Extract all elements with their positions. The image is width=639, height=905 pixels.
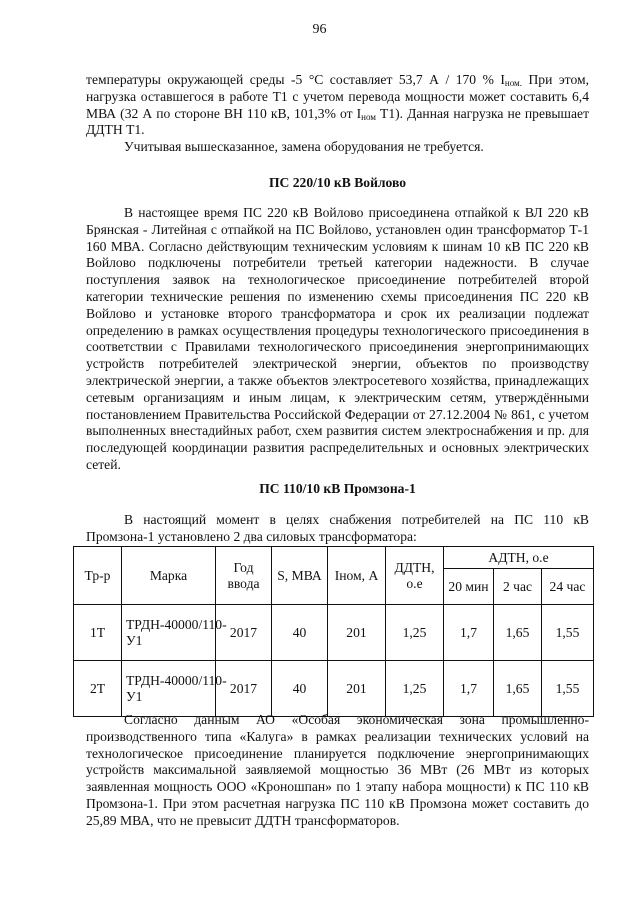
transformer-table <box>73 546 594 717</box>
cell-inom: 201 <box>328 605 386 661</box>
cell-24h: 1,55 <box>542 605 594 661</box>
cell-s: 40 <box>272 661 328 717</box>
header-2h: 2 час <box>494 569 542 605</box>
section-heading-promzona: ПС 110/10 кВ Промзона-1 <box>259 481 416 496</box>
cell-marka: ТРДН-40000/110-У1 <box>122 661 216 717</box>
paragraph-1 <box>86 72 589 139</box>
header-ddtn: ДДТН, о.е <box>386 547 444 605</box>
cell-20min: 1,7 <box>444 661 494 717</box>
cell-2h: 1,65 <box>494 661 542 717</box>
cell-24h: 1,55 <box>542 661 594 717</box>
header-tr: Тр-р <box>74 547 122 605</box>
cell-inom: 201 <box>328 661 386 717</box>
paragraph-4: В настоящий момент в целях снабжения потребителей на ПС 110 кВ Промзона-1 установлено 2 два силовых трансформатора: <box>86 512 589 544</box>
header-24h: 24 час <box>542 569 594 605</box>
table-row <box>74 661 594 717</box>
cell-20min: 1,7 <box>444 605 494 661</box>
section-heading-voilovo: ПС 220/10 кВ Войлово <box>268 175 407 190</box>
transformer-table-wrap <box>73 546 593 717</box>
cell-tr: 2Т <box>74 661 122 717</box>
table-row <box>74 605 594 661</box>
page-number: 96 <box>312 22 327 37</box>
cell-s: 40 <box>272 605 328 661</box>
cell-marka: ТРДН-40000/110-У1 <box>122 605 216 661</box>
header-marka: Марка <box>122 547 216 605</box>
cell-ddtn: 1,25 <box>386 661 444 717</box>
header-inom: Iном, А <box>328 547 386 605</box>
cell-god: 2017 <box>216 605 272 661</box>
para1-text2: При этом, нагрузка оставшегося в работе Т1 с учетом перевода мощности может составить 6,4 МВА (32 А по стороне ВН 110 кВ, 101,3% от I <box>86 72 589 121</box>
paragraph-2: Учитывая вышесказанное, замена оборудования не требуется. <box>124 139 484 154</box>
cell-god: 2017 <box>216 661 272 717</box>
header-god: Год ввода <box>216 547 272 605</box>
para1-sub1: ном. <box>504 78 522 88</box>
paragraph-5: Согласно данным АО «Особая экономическая зона промышленно-производственного типа «Калуга» в рамках реализации технических условий на технологическое присоединение планируется подключение энергопринимающих устройств максимальной заявляемой мощностью 36 МВт (26 МВт из которых заявленная мощность ООО «Кроношпан» по 1 этапу набора мощности) к ПС 110 кВ Промзона-1. При этом расчетная нагрузка ПС 110 кВ Промзона может составить до 25,89 МВА, что не превысит ДДТН трансформаторов. <box>86 712 589 828</box>
cell-tr: 1Т <box>74 605 122 661</box>
para1-text: температуры окружающей среды -5 °С составляет 53,7 А / 170 % I <box>86 72 505 87</box>
cell-ddtn: 1,25 <box>386 605 444 661</box>
header-s: S, МВА <box>272 547 328 605</box>
paragraph-3: В настоящее время ПС 220 кВ Войлово присоединена отпайкой к ВЛ 220 кВ Брянская - Литейная с отпайкой на ПС Войлово, установлен один трансформатор Т-1 160 МВА. Согласно действующим техническим условиям к шинам 10 кВ ПС 220 кВ Войлово подключены потребители третьей категории надежности. В случае поступления заявок на технологическое присоединение потребителей второй категории технические решения по изменению схемы присоединения ПС 220 кВ Войлово и установке второго трансформатора и срок их реализации подлежат определению в рамках осуществления процедуры технологического присоединения в соответствии с Правилами технологического присоединения энергопринимающих устройств потребителей электрической энергии, объектов по производству электрической энергии, а также объектов электросетевого хозяйства, принадлежащих сетевым организациям и иным лицам, к электрическим сетям, утверждёнными постановлением Правительства Российской Федерации от 27.12.2004 № 861, с учетом выполненных внестадийных работ, схем развития систем электроснабжения и пр. для последующей координации развития распределительных и основных электрических сетей. <box>86 205 589 472</box>
para1-sub2: ном <box>361 111 376 122</box>
header-20min: 20 мин <box>444 569 494 605</box>
cell-2h: 1,65 <box>494 605 542 661</box>
para1-text3: Т1). Данная нагрузка не превышает ДДТН Т1. <box>86 105 590 138</box>
header-adtn: АДТН, о.е <box>444 547 594 569</box>
